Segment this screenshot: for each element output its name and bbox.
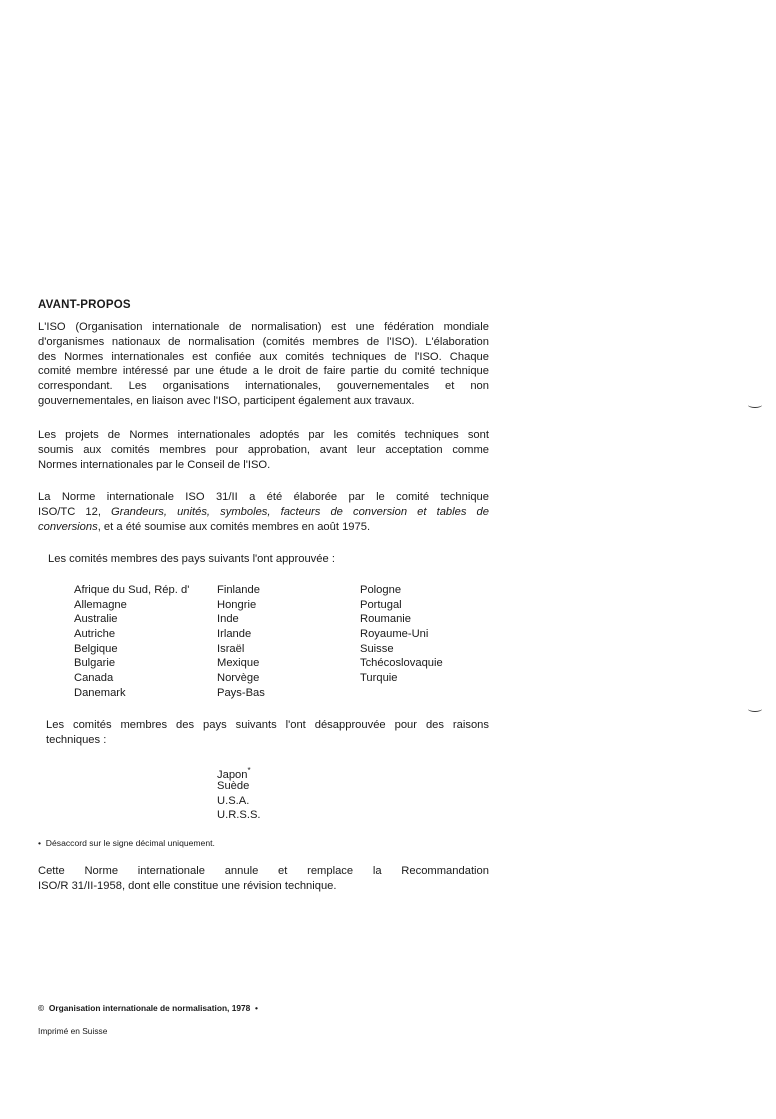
country: Royaume-Uni (360, 628, 429, 641)
country: Allemagne (74, 598, 127, 611)
country: Australie (74, 613, 118, 626)
asterisk-marker: * (247, 766, 251, 775)
country: Suède (217, 779, 250, 792)
approved-intro: Les comités membres des pays suivants l'ont approuvée : (48, 553, 335, 565)
text-line (38, 505, 489, 520)
country: Tchécoslovaquie (360, 657, 443, 670)
footnote-bullet: • (38, 838, 42, 848)
text-line: gouvernementales, en liaison avec l'ISO, participent également aux travaux. (38, 394, 415, 407)
footnote (38, 836, 215, 851)
text-line: soumis aux comités membres pour approbation, avant leur acceptation comme (38, 443, 489, 456)
country: Pologne (360, 584, 402, 596)
country: Portugal (360, 598, 402, 611)
country: Norvège (217, 672, 260, 685)
copyright-bullet: • (255, 1003, 258, 1013)
approved-countries-col2 (217, 583, 265, 701)
text-line: La Norme internationale ISO 31/II a été élaborée par le comité technique (38, 491, 489, 503)
country: Canada (74, 672, 114, 685)
country: Pays-Bas (217, 686, 265, 699)
text-line: ISO/R 31/II-1958, dont elle constitue une révision technique. (38, 879, 337, 892)
text-line (38, 520, 489, 535)
text-line: comité membre intéressé par une étude a le droit de faire partie du comité technique (38, 365, 489, 378)
margin-mark (748, 402, 762, 408)
country: Afrique du Sud, Rép. d' (74, 584, 190, 596)
margin-mark (748, 706, 762, 712)
country: Suisse (360, 642, 394, 655)
country: Turquie (360, 672, 398, 685)
approved-countries-col1 (74, 583, 189, 701)
country (217, 764, 261, 779)
country: Autriche (74, 628, 116, 641)
text-line: Les comités membres des pays suivants l'ont désapprouvée pour des raisons (46, 719, 489, 731)
country: Finlande (217, 584, 260, 596)
country: U.S.A. (217, 794, 250, 807)
country: Hongrie (217, 598, 257, 611)
paragraph-draft-standards (38, 428, 489, 472)
country: U.R.S.S. (217, 809, 261, 822)
copyright-symbol: © (38, 1003, 45, 1013)
approved-countries-col3 (360, 583, 443, 686)
paragraph-iso-intro (38, 320, 489, 409)
disapproved-countries (217, 764, 261, 823)
country: Danemark (74, 686, 126, 699)
text-line: L'ISO (Organisation internationale de normalisation) est une fédération mondiale (38, 321, 489, 333)
text-line: des Normes internationales est confiée aux comités techniques de l'ISO. Chaque (38, 350, 489, 363)
text-line: Normes internationales par le Conseil de l'ISO. (38, 458, 271, 471)
country: Israël (217, 642, 245, 655)
country: Irlande (217, 628, 252, 641)
text-line: Les projets de Normes internationales adoptés par les comités techniques sont (38, 429, 489, 441)
country: Inde (217, 613, 239, 626)
text-line: techniques : (46, 733, 107, 746)
paragraph-standard-origin (38, 490, 489, 534)
text-line: Cette Norme internationale annule et remplace la Recommandation (38, 865, 489, 877)
country: Bulgarie (74, 657, 116, 670)
country: Belgique (74, 642, 118, 655)
text-line: correspondant. Les organisations internationales, gouvernementales et non (38, 380, 489, 393)
country-name: Japon (217, 769, 248, 781)
tc-title-italic-end: conversions (38, 520, 98, 533)
submission-text: , et a été soumise aux comités membres en août 1975. (97, 520, 371, 533)
tc-reference: ISO/TC 12, (38, 505, 101, 518)
printed-in: Imprimé en Suisse (38, 1026, 108, 1036)
country: Roumanie (360, 613, 411, 626)
copyright-line (38, 1001, 258, 1016)
tc-title-italic: Grandeurs, unités, symboles, facteurs de conversion et tables de (111, 505, 489, 518)
text-line: d'organismes nationaux de normalisation (comités membres de l'ISO). L'élaboration (38, 335, 489, 348)
copyright-text: Organisation internationale de normalisation, 1978 (48, 1003, 251, 1013)
footnote-text: Désaccord sur le signe décimal uniquement. (45, 838, 215, 848)
disapproved-intro (46, 718, 489, 748)
page-title: AVANT-PROPOS (38, 299, 131, 311)
paragraph-replacement (38, 864, 489, 894)
country: Mexique (217, 657, 260, 670)
